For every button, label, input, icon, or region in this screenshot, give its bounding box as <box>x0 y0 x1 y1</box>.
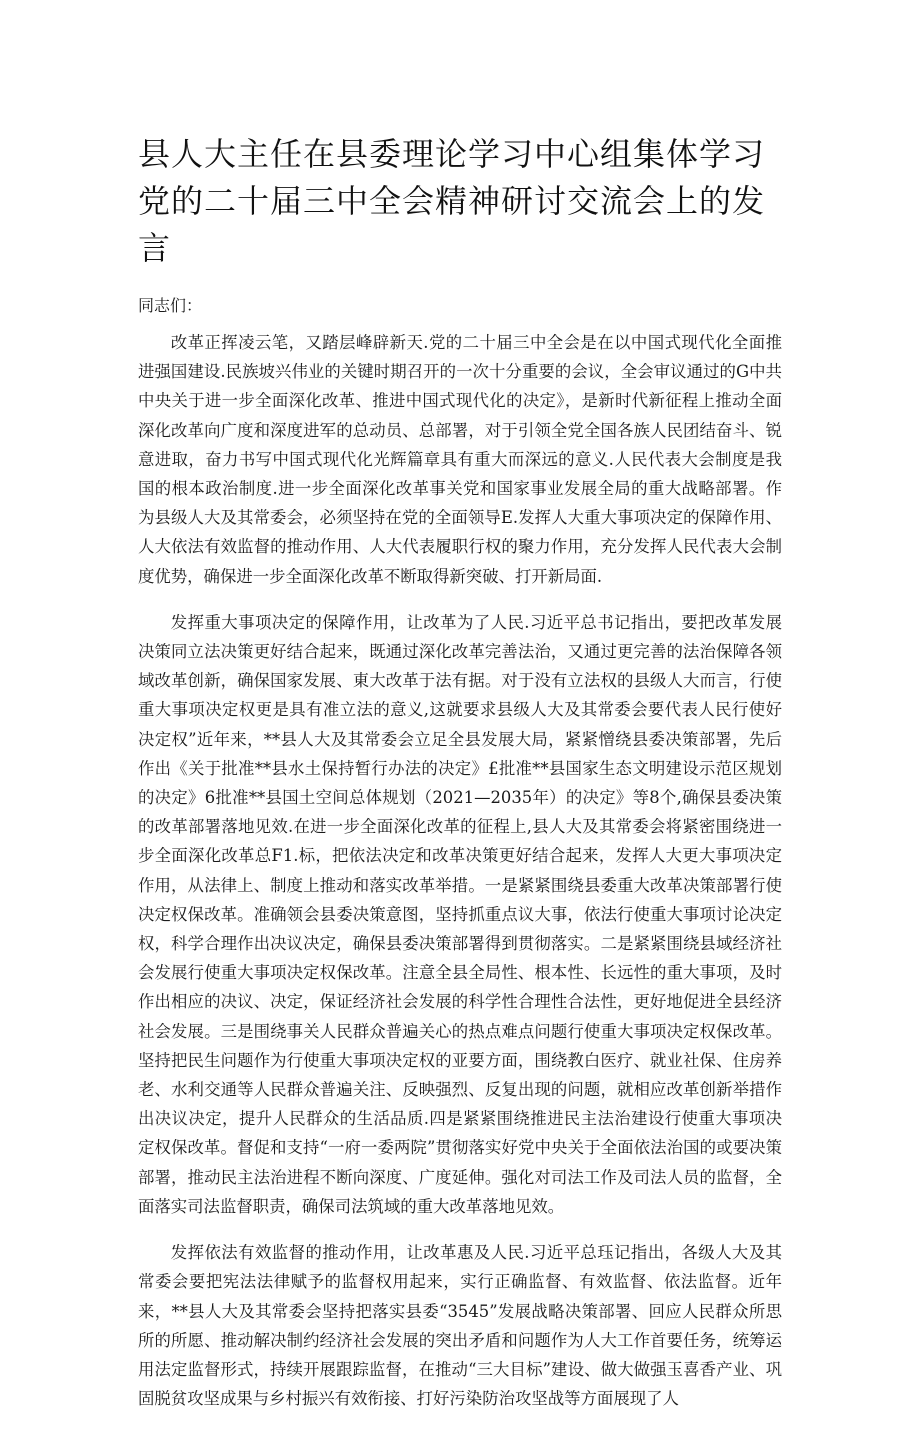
paragraph-2: 发挥重大事项决定的保障作用，让改革为了人民.习近平总书记指出，要把改革发展决策同立法决策更好结合起来，既通过深化改革完善法治，又通过更完善的法治保障各领域改革创新，确保国家发展、東大改革于法有据。对于没有立法权的县级人大而言，行使重大事项决定权更是具有准立法的意义,这就要求县级人大及其常委会要代表人民行使好决定权”近年来，**县人大及其常委会立足全县发展大局，紧紧憎绕县委决策部署，先后作出《关于批准**县水土保持暂行办法的决定》£批准**县国家生态文明建设示范区规划的决定》6批准**县国土空间总体规划（2021—2035年）的决定》等8个,确保县委决策的改革部署落地见效.在进一步全面深化改革的征程上,县人大及其常委会将紧密围绕进一步全面深化改革总F1.标，把依法决定和改革决策更好结合起来，发挥人大更大事项决定作用，从法律上、制度上推动和落实改革举措。一是紧紧围绕县委重大改革决策部署行使决定权保改革。准确领会县委决策意图，坚持抓重点议大事，依法行使重大事项讨论决定权，科学合理作出决议决定，确保县委决策部署得到贯彻落实。二是紧紧围绕县域经济社会发展行使重大事项决定权保改革。注意全县全局性、根本性、长远性的重大事项，及时作出相应的决议、决定，保证经济社会发展的科学性合理性合法性，更好地促进全县经济社会发展。三是围绕事关人民群众普遍关心的热点难点问题行使重大事项决定权保改革。坚持把民生问题作为行使重大事项决定权的亚要方面，围绕教白医疗、就业社保、住房养老、水利交通等人民群众普遍关注、反映强烈、反复出现的问题，就相应改革创新举措作出决议决定，提升人民群众的生活品质.四是紧紧围绕推进民主法治建设行使重大事项决定权保改革。督促和支持“一府一委两院”贯彻落实好党中央关于全面依法治国的或要决策部署，推动民主法治进程不断向深度、广度延伸。强化对司法工作及司法人员的监督，全面落实司法监督职责，确保司法筑域的重大改革落地见效。 <box>138 612 782 1216</box>
document-title: 县人大主任在县委理论学习中心组集体学习党的二十届三中全会精神研讨交流会上的发言 <box>138 135 766 267</box>
paragraph-1: 改革正挥凌云笔，又踏层峰辟新天.党的二十届三中全会是在以中国式现代化全面推进强国建设.民族坡兴伟业的关键时期召开的一次十分重要的会议，全会审议通过的G中共中央关于进一步全面深化改革、推进中国式现代化的决定》，是新时代新征程上推动全面深化改革向广度和深度进军的总动员、总部署，对于引领全党全国各族人民团结奋斗、锐意进取，奋力书写中国式现代化光辉篇章具有重大而深远的意义.人民代表大会制度是我国的根本政治制度.进一步全面深化改革事关党和国家事业发展全局的重大战略部署。作为县级人大及其常委会，必须坚持在党的全面领导E.发挥人大重大事项决定的保障作用、人大依法有效监督的推动作用、人大代表履职行权的聚力作用，充分发挥人民代表大会制度优势，确保进一步全面深化改革不断取得新突破、打开新局面. <box>138 333 782 586</box>
document-page <box>138 131 782 1430</box>
salutation: 同志们： <box>138 296 203 315</box>
paragraph-3: 发挥依法有效监督的推动作用，让改革惠及人民.习近平总珏记指出，各级人大及其常委会要把宪法法律赋予的监督权用起来，实行正确监督、有效监督、依法监督。近年来，**县人大及其常委会坚持把落实县委“3545”发展战略决策部署、回应人民群众所思所的所愿、推动解决制约经济社会发展的突出矛盾和问题作为人大工作首要任务，统筹运用法定监督形式，持续开展跟踪监督，在推动“三大目标”建设、做大做强玉喜香产业、巩固脱贫攻坚成果与乡村振兴有效衔接、打好污染防治攻坚战等方面展现了人 <box>138 1243 782 1409</box>
